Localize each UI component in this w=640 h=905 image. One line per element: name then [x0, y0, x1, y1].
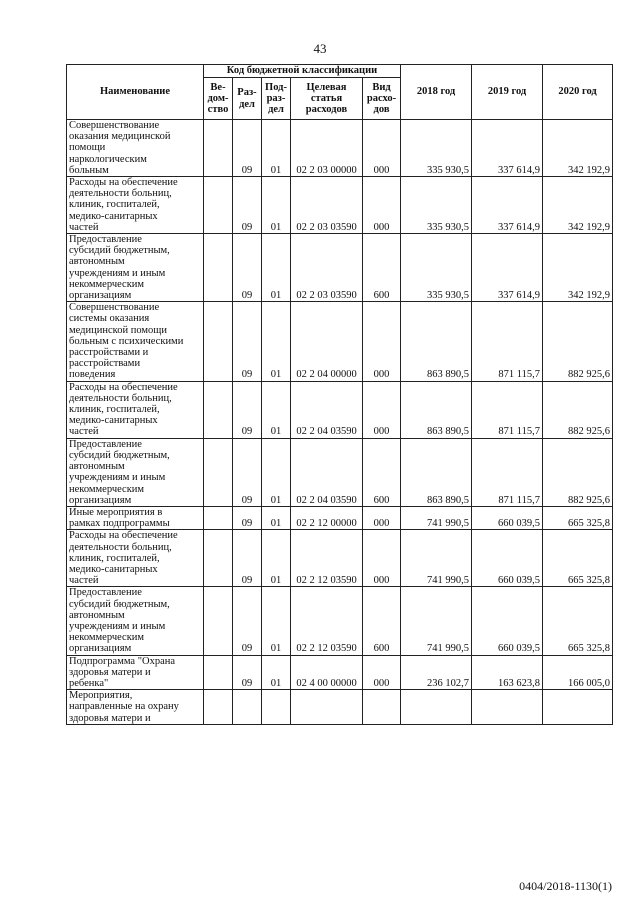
row-section: 09 — [233, 655, 262, 690]
row-amount-2019: 660 039,5 — [472, 530, 543, 587]
header-classification-group: Код бюджетной классификации — [204, 65, 401, 78]
row-amount-2020: 882 925,6 — [543, 302, 613, 381]
header-section: Раз- дел — [233, 78, 262, 120]
row-section: 09 — [233, 506, 262, 529]
row-name: Иные мероприятия в рамках подпрограммы — [67, 506, 204, 529]
table-row — [67, 438, 613, 506]
table-row — [67, 530, 613, 587]
row-amount-2019: 337 614,9 — [472, 234, 543, 302]
row-name: Предоставление субсидий бюджетным, автономным учреждениям и иным некоммерческим организациям — [67, 234, 204, 302]
header-target-article: Целевая статья расходов — [291, 78, 363, 120]
header-2020: 2020 год — [543, 65, 613, 120]
row-amount-2020: 882 925,6 — [543, 438, 613, 506]
row-department — [204, 530, 233, 587]
row-name: Предоставление субсидий бюджетным, автономным учреждениям и иным некоммерческим организациям — [67, 587, 204, 655]
table-row — [67, 655, 613, 690]
row-department — [204, 177, 233, 234]
row-name: Совершенствование системы оказания медицинской помощи больным с психическими расстройствами и расстройствами поведения — [67, 302, 204, 381]
row-subsection: 01 — [262, 438, 291, 506]
table-row — [67, 302, 613, 381]
table-row — [67, 177, 613, 234]
row-target-article: 02 2 04 03590 — [291, 438, 363, 506]
row-amount-2018: 863 890,5 — [401, 302, 472, 381]
row-amount-2019 — [472, 690, 543, 725]
table-row — [67, 234, 613, 302]
row-section: 09 — [233, 234, 262, 302]
row-subsection: 01 — [262, 587, 291, 655]
row-section: 09 — [233, 120, 262, 177]
row-amount-2018: 741 990,5 — [401, 506, 472, 529]
row-section — [233, 690, 262, 725]
row-subsection: 01 — [262, 302, 291, 381]
row-expense-type: 600 — [363, 234, 401, 302]
table-row — [67, 506, 613, 529]
row-subsection: 01 — [262, 506, 291, 529]
row-expense-type: 000 — [363, 530, 401, 587]
row-department — [204, 381, 233, 438]
header-expense-type: Вид расхо- дов — [363, 78, 401, 120]
row-amount-2019: 337 614,9 — [472, 177, 543, 234]
row-target-article: 02 2 03 00000 — [291, 120, 363, 177]
row-expense-type: 000 — [363, 120, 401, 177]
row-name: Расходы на обеспечение деятельности больниц, клиник, госпиталей, медико-санитарных частей — [67, 177, 204, 234]
row-section: 09 — [233, 587, 262, 655]
row-expense-type: 000 — [363, 381, 401, 438]
row-department — [204, 302, 233, 381]
row-department — [204, 506, 233, 529]
header-2019: 2019 год — [472, 65, 543, 120]
row-subsection: 01 — [262, 381, 291, 438]
row-subsection — [262, 690, 291, 725]
row-section: 09 — [233, 177, 262, 234]
row-target-article: 02 2 03 03590 — [291, 234, 363, 302]
row-amount-2018: 335 930,5 — [401, 177, 472, 234]
header-department: Ве- дом- ство — [204, 78, 233, 120]
row-amount-2019: 871 115,7 — [472, 302, 543, 381]
row-section: 09 — [233, 530, 262, 587]
table-row — [67, 120, 613, 177]
row-name: Подпрограмма "Охрана здоровья матери и ребенка" — [67, 655, 204, 690]
document-code: 0404/2018-1130(1) — [519, 879, 612, 893]
row-amount-2020 — [543, 690, 613, 725]
row-amount-2018: 335 930,5 — [401, 120, 472, 177]
header-name: Наименование — [67, 65, 204, 120]
row-amount-2019: 660 039,5 — [472, 506, 543, 529]
row-amount-2018: 863 890,5 — [401, 438, 472, 506]
row-name: Предоставление субсидий бюджетным, автономным учреждениям и иным некоммерческим организациям — [67, 438, 204, 506]
row-section: 09 — [233, 438, 262, 506]
row-amount-2020: 342 192,9 — [543, 177, 613, 234]
row-name: Расходы на обеспечение деятельности больниц, клиник, госпиталей, медико-санитарных частей — [67, 530, 204, 587]
header-2018: 2018 год — [401, 65, 472, 120]
row-subsection: 01 — [262, 177, 291, 234]
row-amount-2018: 236 102,7 — [401, 655, 472, 690]
header-subsection: Под- раз- дел — [262, 78, 291, 120]
row-amount-2019: 871 115,7 — [472, 438, 543, 506]
row-amount-2018: 741 990,5 — [401, 587, 472, 655]
row-department — [204, 234, 233, 302]
row-expense-type: 600 — [363, 438, 401, 506]
row-subsection: 01 — [262, 655, 291, 690]
row-department — [204, 690, 233, 725]
row-amount-2020: 166 005,0 — [543, 655, 613, 690]
row-target-article: 02 4 00 00000 — [291, 655, 363, 690]
table-row — [67, 587, 613, 655]
row-target-article: 02 2 12 00000 — [291, 506, 363, 529]
row-expense-type: 000 — [363, 177, 401, 234]
row-amount-2020: 665 325,8 — [543, 530, 613, 587]
row-amount-2018: 335 930,5 — [401, 234, 472, 302]
row-amount-2020: 665 325,8 — [543, 587, 613, 655]
row-target-article: 02 2 12 03590 — [291, 530, 363, 587]
row-subsection: 01 — [262, 120, 291, 177]
row-amount-2020: 342 192,9 — [543, 120, 613, 177]
table-row — [67, 381, 613, 438]
table-body — [67, 120, 613, 725]
page-number: 43 — [313, 41, 327, 56]
row-target-article: 02 2 12 03590 — [291, 587, 363, 655]
row-department — [204, 120, 233, 177]
budget-table — [66, 64, 613, 725]
row-expense-type: 000 — [363, 506, 401, 529]
row-amount-2020: 665 325,8 — [543, 506, 613, 529]
table-row — [67, 690, 613, 725]
row-expense-type — [363, 690, 401, 725]
row-amount-2018: 741 990,5 — [401, 530, 472, 587]
row-target-article: 02 2 04 03590 — [291, 381, 363, 438]
row-expense-type: 000 — [363, 302, 401, 381]
row-name: Мероприятия, направленные на охрану здоровья матери и — [67, 690, 204, 725]
row-amount-2019: 871 115,7 — [472, 381, 543, 438]
row-target-article: 02 2 04 00000 — [291, 302, 363, 381]
row-amount-2018 — [401, 690, 472, 725]
row-expense-type: 600 — [363, 587, 401, 655]
row-target-article — [291, 690, 363, 725]
row-department — [204, 655, 233, 690]
row-department — [204, 438, 233, 506]
row-name: Совершенствование оказания медицинской помощи наркологическим больным — [67, 120, 204, 177]
row-amount-2020: 342 192,9 — [543, 234, 613, 302]
row-amount-2018: 863 890,5 — [401, 381, 472, 438]
row-section: 09 — [233, 302, 262, 381]
row-amount-2019: 337 614,9 — [472, 120, 543, 177]
row-target-article: 02 2 03 03590 — [291, 177, 363, 234]
row-expense-type: 000 — [363, 655, 401, 690]
row-amount-2019: 660 039,5 — [472, 587, 543, 655]
row-amount-2020: 882 925,6 — [543, 381, 613, 438]
row-section: 09 — [233, 381, 262, 438]
row-subsection: 01 — [262, 234, 291, 302]
row-subsection: 01 — [262, 530, 291, 587]
row-name: Расходы на обеспечение деятельности больниц, клиник, госпиталей, медико-санитарных частей — [67, 381, 204, 438]
row-amount-2019: 163 623,8 — [472, 655, 543, 690]
row-department — [204, 587, 233, 655]
